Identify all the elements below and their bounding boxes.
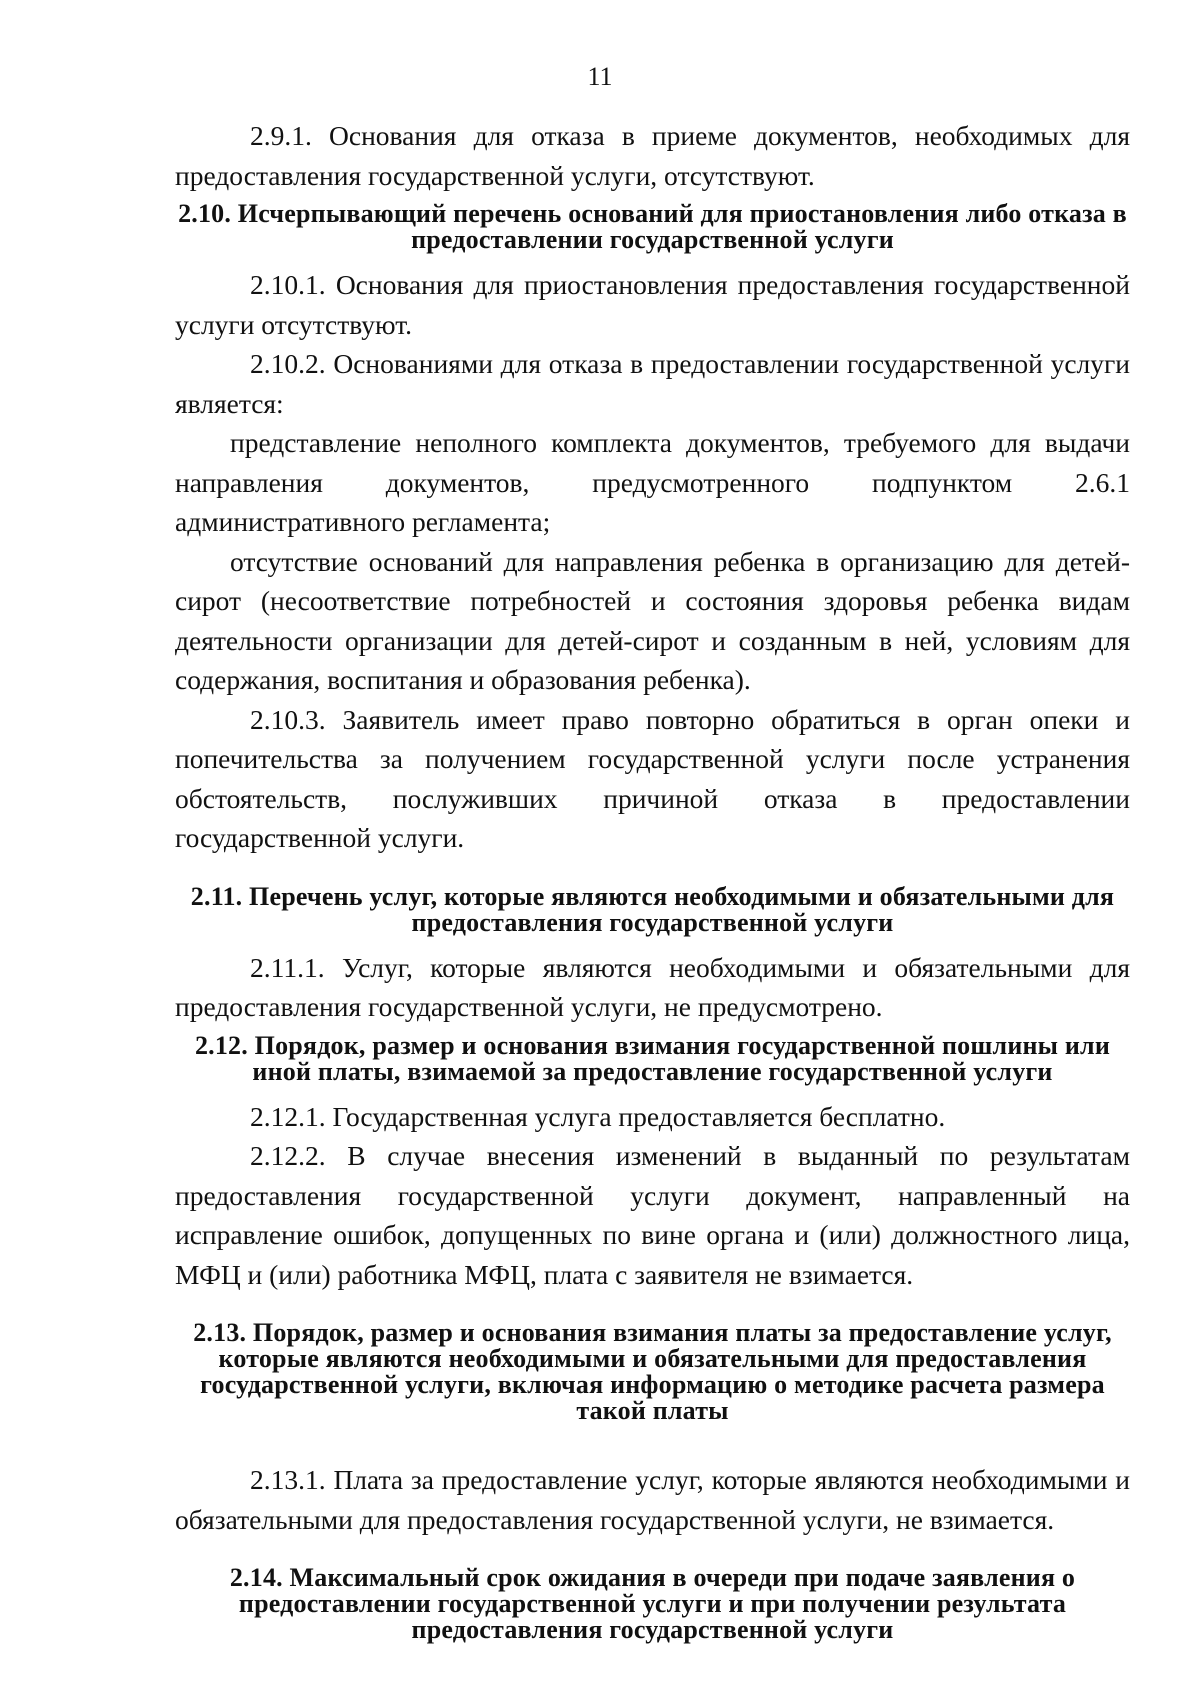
paragraph-2-10-1: 2.10.1. Основания для приостановления предоставления государственной услуги отсутствуют. (175, 269, 1130, 340)
paragraph-2-9-1: 2.9.1. Основания для отказа в приеме документов, необходимых для предоставления государственной услуги, отсутствуют. (175, 120, 1130, 191)
paragraph-2-10-2: 2.10.2. Основаниями для отказа в предоставлении государственной услуги является: (175, 348, 1130, 419)
paragraph-2-12-2: 2.12.2. В случае внесения изменений в выданный по результатам предоставления государственной услуги документ, направленный на исправление ошибок, допущенных по вине органа и (или) должностного лица, МФЦ и (или) работника МФЦ, плата с заявителя не взимается. (175, 1140, 1130, 1290)
paragraph-2-10-2-item-a: представление неполного комплекта документов, требуемого для выдачи направления документов, предусмотренного подпунктом 2.6.1 административного регламента; (175, 427, 1130, 537)
heading-2-12: 2.12. Порядок, размер и основания взимания государственной пошлины или иной платы, взимаемой за предоставление государственной услуги (194, 1030, 1111, 1086)
paragraph-2-12-1: 2.12.1. Государственная услуга предоставляется бесплатно. (250, 1100, 946, 1132)
paragraph-2-10-3: 2.10.3. Заявитель имеет право повторно обратиться в орган опеки и попечительства за получением государственной услуги после устранения обстоятельств, послуживших причиной отказа в предоставлении государственной услуги. (175, 703, 1130, 853)
heading-2-14: 2.14. Максимальный срок ожидания в очереди при подаче заявления о предоставлении государственной услуги и при получении результата предоставления государственной услуги (229, 1563, 1076, 1644)
heading-2-13: 2.13. Порядок, размер и основания взимания платы за предоставление услуг, которые являются необходимыми и обязательными для предоставления государственной услуги, включая информацию о методике расчета размера такой платы (193, 1318, 1112, 1425)
page-number: 11 (587, 62, 613, 91)
paragraph-2-13-1: 2.13.1. Плата за предоставление услуг, которые являются необходимыми и обязательными для предоставления государственной услуги, не взимается. (175, 1464, 1130, 1535)
document-body (175, 116, 1130, 1643)
heading-2-10: 2.10. Исчерпывающий перечень оснований для приостановления либо отказа в предоставлении государственной услуги (178, 199, 1127, 254)
paragraph-2-10-2-item-b: отсутствие оснований для направления ребенка в организацию для детей-сирот (несоответствие потребностей и состояния здоровья ребенка видам деятельности организации для детей-сирот и созданным в ней, условиям для содержания, воспитания и образования ребенка). (175, 545, 1130, 695)
heading-2-11: 2.11. Перечень услуг, которые являются необходимыми и обязательными для предоставления государственной услуги (190, 881, 1115, 937)
paragraph-2-11-1: 2.11.1. Услуг, которые являются необходимыми и обязательными для предоставления государственной услуги, не предусмотрено. (175, 951, 1130, 1022)
